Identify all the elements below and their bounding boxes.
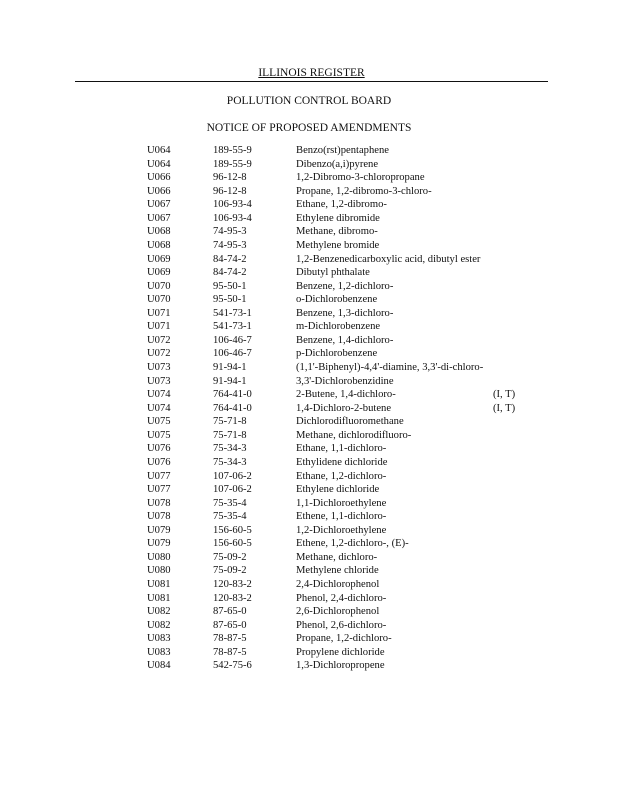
cas-number: 75-71-8	[213, 416, 247, 428]
substance-name: 2,6-Dichlorophenol	[296, 606, 380, 618]
cas-number: 541-73-1	[213, 321, 252, 333]
table-row	[147, 212, 547, 226]
table-row	[147, 537, 547, 551]
substance-name: Ethene, 1,1-dichloro-	[296, 511, 387, 523]
substance-name: p-Dichlorobenzene	[296, 348, 378, 360]
substance-name: 1,2-Dibromo-3-chloropropane	[296, 172, 425, 184]
substance-name: 3,3'-Dichlorobenzidine	[296, 375, 394, 387]
table-row	[147, 347, 547, 361]
table-row	[147, 375, 547, 389]
cas-number: 75-35-4	[213, 511, 247, 523]
waste-code: U075	[147, 429, 171, 441]
cas-number: 75-09-2	[213, 551, 247, 563]
table-row	[147, 415, 547, 429]
waste-code: U074	[147, 402, 171, 414]
waste-code: U083	[147, 633, 171, 645]
substance-name: 1,4-Dichloro-2-butene	[296, 402, 392, 414]
table-row	[147, 307, 547, 321]
substance-name: Benzene, 1,4-dichloro-	[296, 334, 394, 346]
cas-number: 96-12-8	[213, 185, 247, 197]
table-row	[147, 293, 547, 307]
table-row	[147, 198, 547, 212]
cas-number: 106-46-7	[213, 334, 252, 346]
substance-name: Propane, 1,2-dichloro-	[296, 633, 392, 645]
table-row	[147, 592, 547, 606]
table-row	[147, 239, 547, 253]
register-title: ILLINOIS REGISTER	[258, 67, 365, 79]
table-row	[147, 225, 547, 239]
waste-code: U066	[147, 172, 171, 184]
cas-number: 107-06-2	[213, 484, 252, 496]
waste-code: U074	[147, 389, 171, 401]
cas-number: 542-75-6	[213, 660, 252, 672]
cas-number: 95-50-1	[213, 280, 247, 292]
waste-code: U072	[147, 334, 171, 346]
substance-name: 2,4-Dichlorophenol	[296, 579, 380, 590]
table-row	[147, 578, 547, 592]
waste-code: U068	[147, 239, 171, 251]
waste-code: U069	[147, 253, 171, 265]
table-row	[147, 456, 547, 470]
cas-number: 764-41-0	[213, 402, 252, 414]
hazard-code: (I, T)	[493, 389, 516, 401]
hazard-code: (I, T)	[493, 402, 516, 414]
substance-name: (1,1'-Biphenyl)-4,4'-diamine, 3,3'-di-chloro-	[296, 362, 484, 373]
waste-code: U067	[147, 212, 171, 224]
cas-number: 189-55-9	[213, 158, 252, 170]
waste-code: U082	[147, 606, 171, 618]
table-row	[147, 659, 547, 673]
hazardous-waste-table	[147, 144, 547, 673]
substance-name: Ethylidene dichloride	[296, 456, 388, 468]
table-row	[147, 253, 547, 267]
table-row	[147, 320, 547, 334]
cas-number: 156-60-5	[213, 524, 252, 536]
waste-code: U072	[147, 348, 171, 360]
cas-number: 84-74-2	[213, 267, 247, 279]
cas-number: 106-93-4	[213, 212, 252, 224]
waste-code: U068	[147, 226, 171, 238]
substance-name: 1,2-Benzenedicarboxylic acid, dibutyl ester	[296, 253, 481, 265]
table-row	[147, 483, 547, 497]
waste-code: U067	[147, 199, 171, 211]
cas-number: 189-55-9	[213, 145, 252, 156]
cas-number: 106-93-4	[213, 199, 252, 211]
waste-code: U080	[147, 551, 171, 563]
cas-number: 120-83-2	[213, 592, 252, 604]
waste-code: U071	[147, 321, 171, 333]
waste-code: U076	[147, 443, 171, 455]
waste-code: U064	[147, 145, 171, 156]
substance-name: Dibutyl phthalate	[296, 267, 370, 279]
table-row	[147, 632, 547, 646]
cas-number: 78-87-5	[213, 633, 247, 645]
substance-name: Phenol, 2,6-dichloro-	[296, 619, 387, 631]
substance-name: m-Dichlorobenzene	[296, 321, 381, 333]
cas-number: 156-60-5	[213, 538, 252, 550]
waste-code: U077	[147, 484, 171, 496]
waste-code: U081	[147, 579, 171, 590]
waste-code: U084	[147, 660, 171, 672]
notice-title: NOTICE OF PROPOSED AMENDMENTS	[206, 122, 412, 134]
table-row	[147, 144, 547, 158]
cas-number: 107-06-2	[213, 470, 252, 482]
substance-name: Ethane, 1,2-dichloro-	[296, 470, 387, 482]
substance-name: 1,1-Dichloroethylene	[296, 497, 387, 509]
waste-code: U081	[147, 592, 171, 604]
cas-number: 95-50-1	[213, 294, 247, 306]
waste-code: U078	[147, 511, 171, 523]
substance-name: Methane, dichlorodifluoro-	[296, 429, 412, 441]
table-row	[147, 524, 547, 538]
table-row	[147, 429, 547, 443]
waste-code: U079	[147, 538, 171, 550]
waste-code: U066	[147, 185, 171, 197]
cas-number: 106-46-7	[213, 348, 252, 360]
substance-name: Ethene, 1,2-dichloro-, (E)-	[296, 538, 409, 550]
cas-number: 74-95-3	[213, 226, 247, 238]
table-row	[147, 510, 547, 524]
cas-number: 75-71-8	[213, 429, 247, 441]
cas-number: 84-74-2	[213, 253, 247, 265]
table-row	[147, 388, 547, 402]
cas-number: 120-83-2	[213, 579, 252, 590]
waste-code: U082	[147, 619, 171, 631]
table-row	[147, 185, 547, 199]
cas-number: 78-87-5	[213, 646, 247, 658]
cas-number: 541-73-1	[213, 307, 252, 319]
table-row	[147, 564, 547, 578]
table-row	[147, 171, 547, 185]
board-title: POLLUTION CONTROL BOARD	[226, 95, 392, 107]
waste-code: U075	[147, 416, 171, 428]
table-row	[147, 605, 547, 619]
table-row	[147, 361, 547, 375]
substance-name: 1,2-Dichloroethylene	[296, 524, 387, 536]
substance-name: 1,3-Dichloropropene	[296, 660, 385, 672]
table-row	[147, 158, 547, 172]
substance-name: Benzene, 1,2-dichloro-	[296, 280, 394, 292]
table-row	[147, 442, 547, 456]
cas-number: 75-34-3	[213, 456, 247, 468]
waste-code: U069	[147, 267, 171, 279]
substance-name: Propane, 1,2-dibromo-3-chloro-	[296, 185, 432, 197]
waste-code: U070	[147, 294, 171, 306]
substance-name: Ethylene dichloride	[296, 484, 380, 496]
waste-code: U073	[147, 375, 171, 387]
substance-name: Methane, dibromo-	[296, 226, 378, 238]
substance-name: 2-Butene, 1,4-dichloro-	[296, 389, 396, 401]
waste-code: U080	[147, 565, 171, 577]
substance-name: Phenol, 2,4-dichloro-	[296, 592, 387, 604]
substance-name: Ethane, 1,1-dichloro-	[296, 443, 387, 455]
waste-code: U071	[147, 307, 171, 319]
cas-number: 87-65-0	[213, 619, 247, 631]
waste-code: U073	[147, 362, 171, 373]
substance-name: Methylene chloride	[296, 565, 379, 577]
waste-code: U076	[147, 456, 171, 468]
waste-code: U078	[147, 497, 171, 509]
table-row	[147, 497, 547, 511]
table-row	[147, 402, 547, 416]
cas-number: 91-94-1	[213, 375, 247, 387]
cas-number: 75-35-4	[213, 497, 247, 509]
substance-name: Methylene bromide	[296, 239, 380, 251]
waste-code: U077	[147, 470, 171, 482]
table-row	[147, 266, 547, 280]
table-row	[147, 619, 547, 633]
table-row	[147, 470, 547, 484]
waste-code: U064	[147, 158, 171, 170]
substance-name: Dibenzo(a,i)pyrene	[296, 158, 379, 170]
substance-name: Propylene dichloride	[296, 646, 385, 658]
register-header	[75, 66, 548, 82]
cas-number: 87-65-0	[213, 606, 247, 618]
waste-code: U079	[147, 524, 171, 536]
substance-name: Ethane, 1,2-dibromo-	[296, 199, 387, 211]
substance-name: Dichlorodifluoromethane	[296, 416, 404, 428]
cas-number: 74-95-3	[213, 239, 247, 251]
substance-name: o-Dichlorobenzene	[296, 294, 378, 306]
waste-code: U083	[147, 646, 171, 658]
cas-number: 75-34-3	[213, 443, 247, 455]
cas-number: 75-09-2	[213, 565, 247, 577]
table-row	[147, 646, 547, 660]
cas-number: 91-94-1	[213, 362, 247, 373]
table-row	[147, 280, 547, 294]
table-row	[147, 551, 547, 565]
substance-name: Ethylene dibromide	[296, 212, 380, 224]
substance-name: Benzo(rst)pentaphene	[296, 145, 389, 156]
cas-number: 96-12-8	[213, 172, 247, 184]
cas-number: 764-41-0	[213, 389, 252, 401]
substance-name: Methane, dichloro-	[296, 551, 378, 563]
waste-code: U070	[147, 280, 171, 292]
table-row	[147, 334, 547, 348]
substance-name: Benzene, 1,3-dichloro-	[296, 307, 394, 319]
